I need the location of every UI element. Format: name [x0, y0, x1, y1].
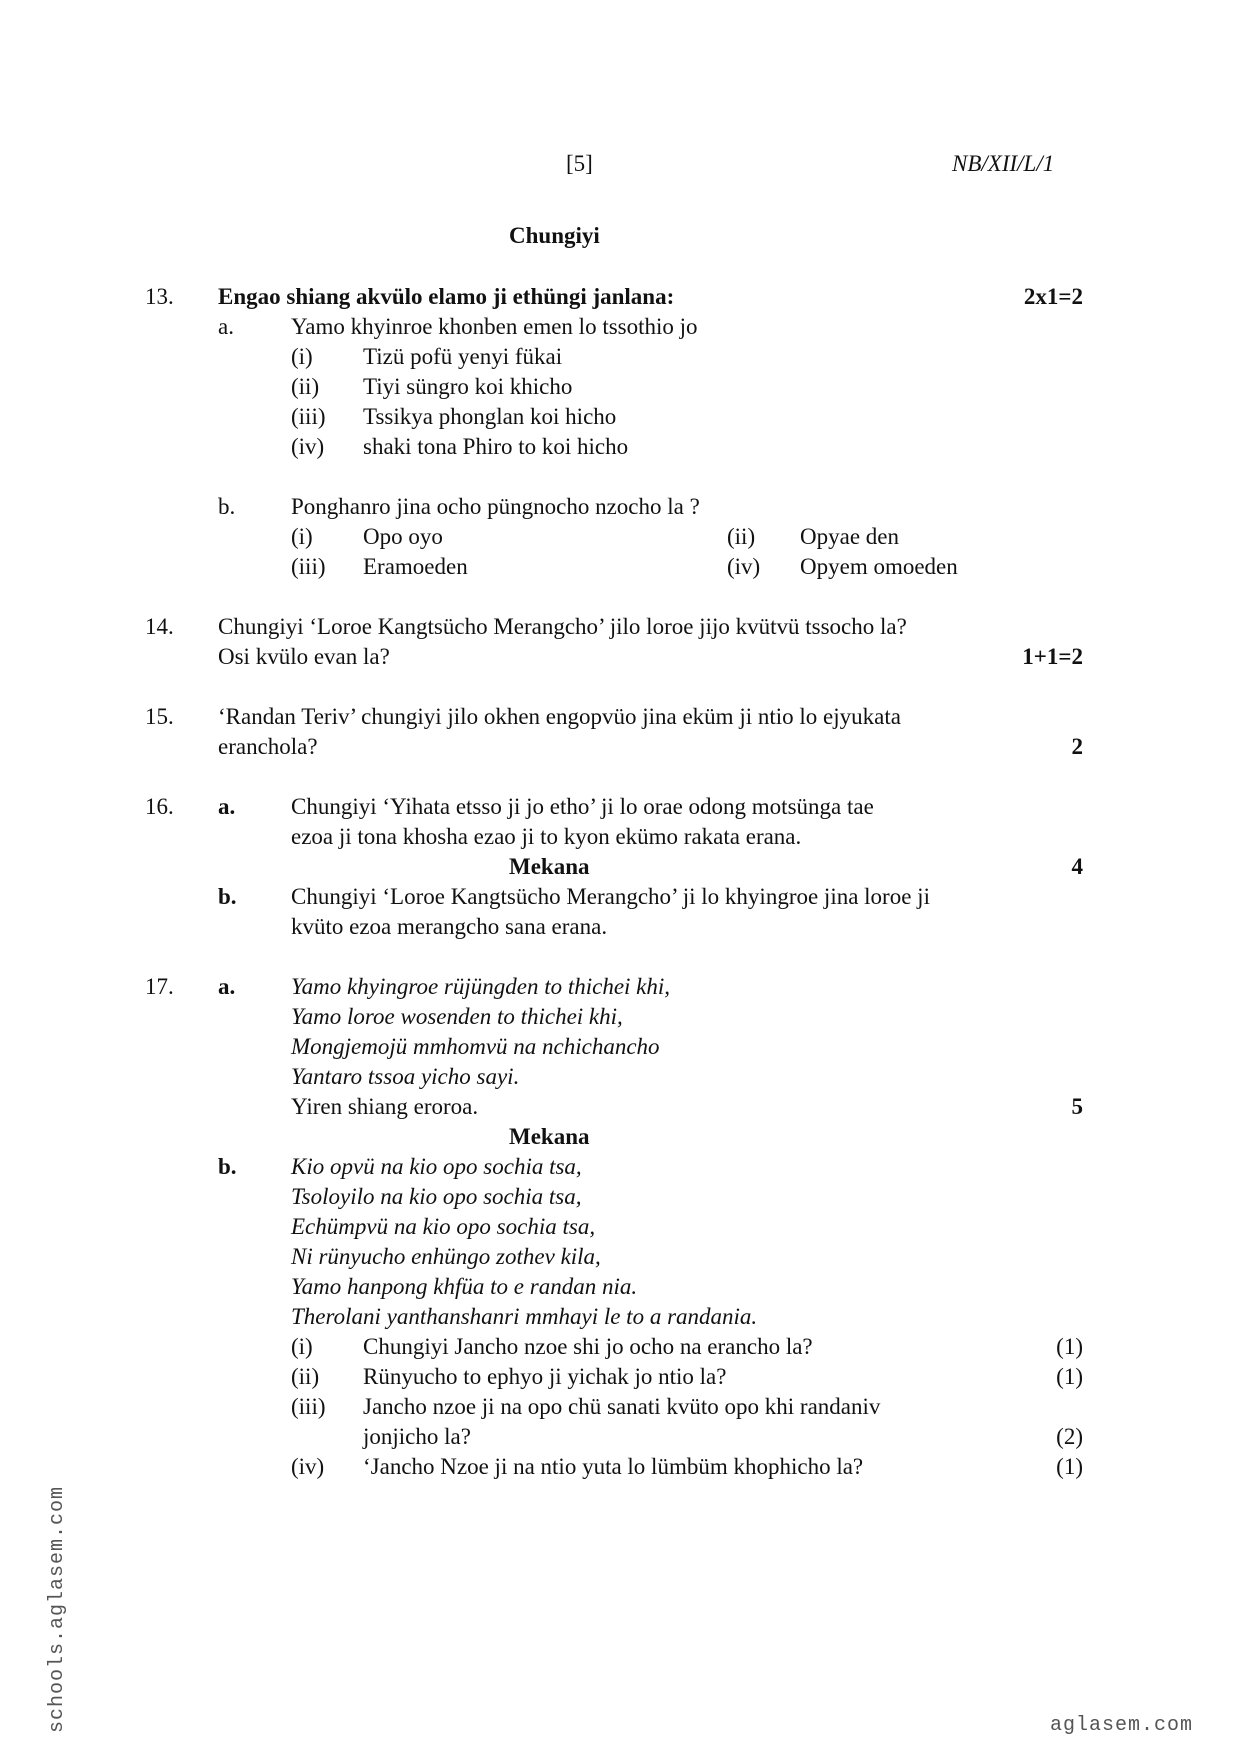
subquestion-text: Chungiyi ‘Loroe Kangtsücho Merangcho’ ji lo khyingroe jina loroe ji: [291, 884, 930, 909]
option-marks: (1): [1056, 1454, 1083, 1479]
option-text: Tizü pofü yenyi fükai: [363, 344, 563, 369]
question-marks: 2: [1071, 734, 1083, 759]
option-text: Opyae den: [800, 524, 899, 549]
option-label: (iii): [291, 1394, 326, 1419]
question-text: ‘Randan Teriv’ chungiyi jilo okhen engopvüo jina eküm ji ntio lo ejyukata: [218, 704, 901, 729]
subquestion-label: a.: [218, 794, 236, 819]
poem-line: Echümpvü na kio opo sochia tsa,: [291, 1214, 596, 1239]
option-text: Rünyucho to ephyo ji yichak jo ntio la?: [363, 1364, 727, 1389]
option-label: (i): [291, 344, 313, 369]
option-marks: (2): [1056, 1424, 1083, 1449]
poem-line: Yamo loroe wosenden to thichei khi,: [291, 1004, 623, 1029]
option-label: (ii): [727, 524, 756, 549]
question-text: Engao shiang akvülo elamo ji ethüngi janlana:: [218, 284, 675, 309]
option-label: (iv): [291, 434, 325, 459]
option-label: (iv): [727, 554, 761, 579]
subquestion-text: kvüto ezoa merangcho sana erana.: [291, 914, 608, 939]
subquestion-label: b.: [218, 884, 237, 909]
poem-line: Yantaro tssoa yicho sayi.: [291, 1064, 520, 1089]
option-label: (i): [291, 1334, 313, 1359]
option-label: (ii): [291, 1364, 320, 1389]
question-number: 13.: [145, 284, 174, 309]
poem-line: Yamo khyingroe rüjüngden to thichei khi,: [291, 974, 671, 999]
page-number: [5]: [566, 151, 593, 176]
subquestion-text: Yamo khyinroe khonben emen lo tssothio jo: [291, 314, 698, 339]
poem-line: Therolani yanthanshanri mmhayi le to a randania.: [291, 1304, 758, 1329]
subquestion-text: ezoa ji tona khosha ezao ji to kyon ekümo rakata erana.: [291, 824, 802, 849]
question-marks: 4: [1071, 854, 1083, 879]
option-text: shaki tona Phiro to koi hicho: [363, 434, 629, 459]
subquestion-label: a.: [218, 974, 236, 999]
poem-line: Ni rünyucho enhüngo zothev kila,: [291, 1244, 601, 1269]
subquestion-text: Ponghanro jina ocho püngnocho nzocho la ?: [291, 494, 700, 519]
poem-line: Tsoloyilo na kio opo sochia tsa,: [291, 1184, 582, 1209]
or-separator: Mekana: [509, 1124, 590, 1149]
option-text: Opyem omoeden: [800, 554, 958, 579]
subquestion-text: Chungiyi ‘Yihata etsso ji jo etho’ ji lo orae odong motsünga tae: [291, 794, 874, 819]
option-text: Tiyi süngro koi khicho: [363, 374, 573, 399]
option-label: (iii): [291, 554, 326, 579]
option-text: ‘Jancho Nzoe ji na ntio yuta lo lümbüm khophicho la?: [363, 1454, 864, 1479]
option-label: (iv): [291, 1454, 325, 1479]
corner-watermark: aglasem.com: [1050, 1714, 1194, 1737]
question-marks: 2x1=2: [1023, 284, 1083, 309]
option-text: Tssikya phonglan koi hicho: [363, 404, 617, 429]
option-label: (ii): [291, 374, 320, 399]
section-title: Chungiyi: [509, 223, 600, 248]
option-marks: (1): [1056, 1334, 1083, 1359]
question-text: Osi kvülo evan la?: [218, 644, 390, 669]
option-marks: (1): [1056, 1364, 1083, 1389]
poem-line: Yamo hanpong khfüa to e randan nia.: [291, 1274, 638, 1299]
question-marks: 1+1=2: [1022, 644, 1083, 669]
question-number: 16.: [145, 794, 174, 819]
question-number: 15.: [145, 704, 174, 729]
or-separator: Mekana: [509, 854, 590, 879]
option-label: (iii): [291, 404, 326, 429]
subquestion-label: b.: [218, 494, 236, 519]
question-number: 14.: [145, 614, 174, 639]
option-text: jonjicho la?: [363, 1424, 471, 1449]
question-text: eranchola?: [218, 734, 318, 759]
poem-line: Mongjemojü mmhomvü na nchichancho: [291, 1034, 660, 1059]
poem-line: Kio opvü na kio opo sochia tsa,: [291, 1154, 582, 1179]
option-text: Jancho nzoe ji na opo chü sanati kvüto opo khi randaniv: [363, 1394, 881, 1419]
side-watermark: schools.aglasem.com: [46, 1485, 69, 1733]
subquestion-label: b.: [218, 1154, 237, 1179]
question-marks: 5: [1071, 1094, 1083, 1119]
question-number: 17.: [145, 974, 174, 999]
instruction-text: Yiren shiang eroroa.: [291, 1094, 479, 1119]
question-text: Chungiyi ‘Loroe Kangtsücho Merangcho’ jilo loroe jijo kvütvü tssocho la?: [218, 614, 907, 639]
option-text: Chungiyi Jancho nzoe shi jo ocho na erancho la?: [363, 1334, 813, 1359]
paper-code: NB/XII/L/1: [952, 151, 1055, 176]
option-text: Eramoeden: [363, 554, 468, 579]
option-label: (i): [291, 524, 313, 549]
option-text: Opo oyo: [363, 524, 443, 549]
subquestion-label: a.: [218, 314, 234, 339]
